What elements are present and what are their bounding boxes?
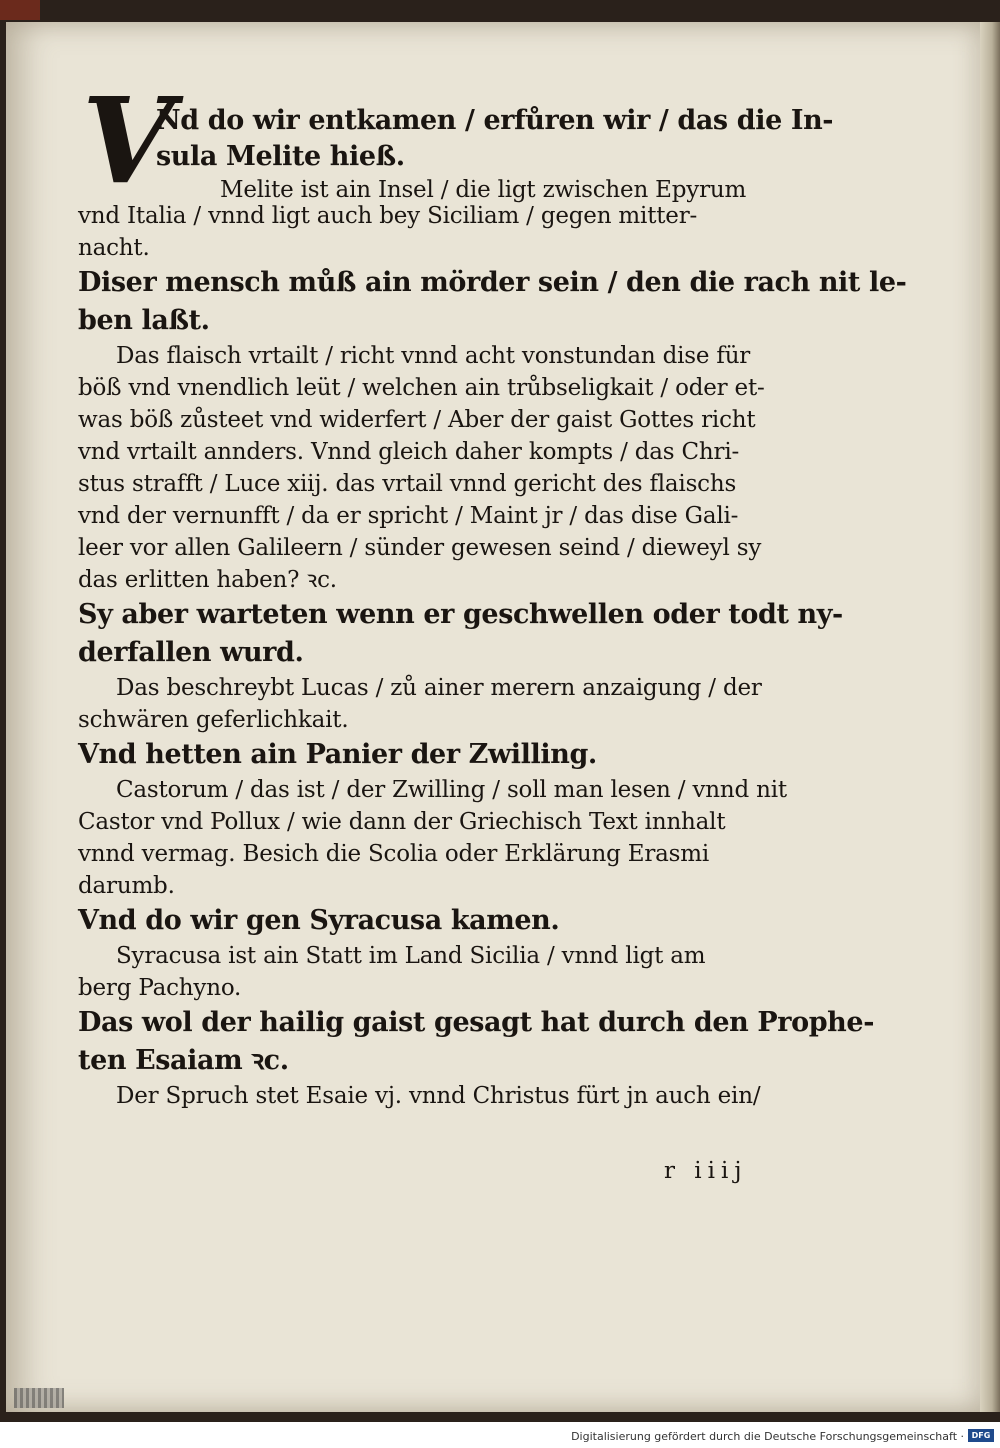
library-stamp: [14, 1388, 64, 1408]
opening-paragraph: [78, 71, 834, 210]
verse-line: ten Esaiam ꝛc.: [78, 1045, 289, 1076]
text-line: Nd do wir entkamen / erfůren wir / das die In-: [156, 105, 834, 136]
page-edge: [980, 22, 1000, 1412]
text-lines: [78, 200, 907, 1112]
verse-line: Vnd do wir gen Syracusa kamen.: [78, 905, 560, 936]
text-line: Melite ist ain Insel / die ligt zwischen Epyrum: [220, 177, 747, 203]
commentary-line: Das beschreybt Lucas / zů ainer merern anzaigung / der: [116, 675, 762, 701]
page-text: [78, 71, 907, 1112]
verse-line: Sy aber warteten wenn er geschwellen oder todt ny-: [78, 599, 843, 630]
commentary-line: schwären geferlichkait.: [78, 707, 349, 733]
commentary-line: berg Pachyno.: [78, 975, 242, 1001]
commentary-line: leer vor allen Galileern / sünder gewesen seind / dieweyl sy: [78, 535, 762, 561]
commentary-line: was böß zůsteet vnd widerfert / Aber der gaist Gottes richt: [78, 407, 756, 433]
binding-edge: [0, 0, 40, 20]
commentary-line: böß vnd vnendlich leüt / welchen ain trůbseligkait / oder et-: [78, 375, 765, 401]
commentary-line: stus strafft / Luce xiij. das vrtail vnnd gericht des flaischs: [78, 471, 737, 497]
commentary-line: das erlitten haben? ꝛc.: [78, 567, 337, 593]
decorated-initial: V: [82, 71, 174, 210]
commentary-line: nacht.: [78, 235, 150, 261]
commentary-line: Syracusa ist ain Statt im Land Sicilia / vnnd ligt am: [116, 943, 706, 969]
verse-line: Das wol der hailig gaist gesagt hat durch den Prophe-: [78, 1007, 874, 1038]
commentary-line: darumb.: [78, 873, 175, 899]
verse-line: derfallen wurd.: [78, 637, 304, 668]
commentary-line: vnd der vernunfft / da er spricht / Maint jr / das dise Gali-: [78, 503, 739, 529]
commentary-line: vnnd vermag. Besich die Scolia oder Erklärung Erasmi: [78, 841, 710, 867]
dfg-logo-icon: DFG: [968, 1429, 994, 1442]
commentary-line: vnd Italia / vnnd ligt auch bey Siciliam / gegen mitter-: [78, 203, 698, 229]
commentary-line: Castorum / das ist / der Zwilling / soll man lesen / vnnd nit: [116, 777, 787, 803]
commentary-line: Castor vnd Pollux / wie dann der Griechisch Text innhalt: [78, 809, 726, 835]
signature-mark: r iiij: [664, 1158, 748, 1184]
verse-line: Vnd hetten ain Panier der Zwilling.: [78, 739, 597, 770]
verse-line: Diser mensch můß ain mörder sein / den die rach nit le-: [78, 267, 907, 298]
commentary-line: Der Spruch stet Esaie vj. vnnd Christus fürt jn auch ein/: [116, 1083, 761, 1109]
text-line: sula Melite hieß.: [156, 141, 405, 172]
commentary-line: vnd vrtailt annders. Vnnd gleich daher kompts / das Chri-: [78, 439, 740, 465]
verse-line: ben laßt.: [78, 305, 210, 336]
funding-credit: Digitalisierung gefördert durch die Deutsche Forschungsgemeinschaft ·: [571, 1430, 964, 1443]
commentary-line: Das flaisch vrtailt / richt vnnd acht vonstundan dise für: [116, 343, 751, 369]
